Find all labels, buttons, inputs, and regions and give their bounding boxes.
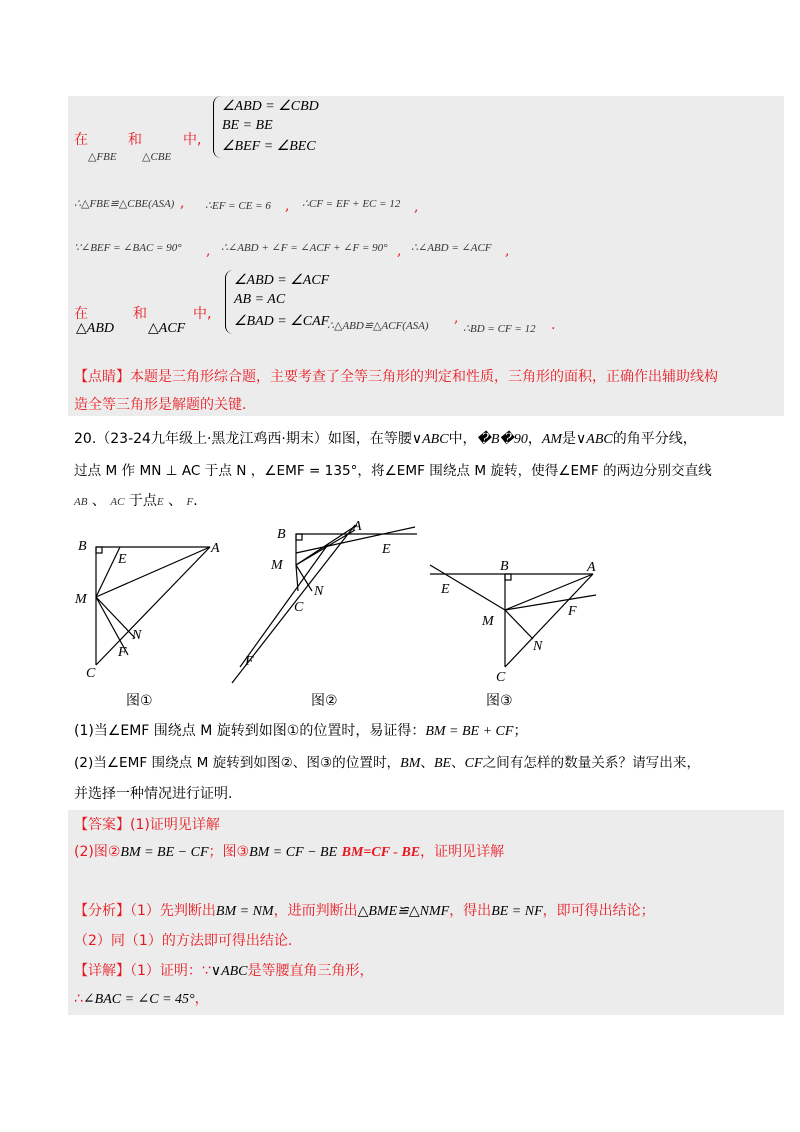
segment-be: BE (433, 756, 452, 771)
line-ab: AB (74, 496, 88, 508)
fig2-label-n: N (314, 584, 324, 599)
answer-2-eq-red: BM=CF - BE (341, 845, 421, 860)
sub2-text: (2)当∠EMF 围绕点 M 旋转到如图②、图③的位置时， (74, 755, 401, 771)
system-row: ∠BEF = ∠BEC (222, 139, 316, 154)
fenxi-eq-congruent: △BME≌△NMF (357, 904, 450, 919)
fenxi-text: ，即可得出结论； (542, 903, 655, 919)
triangle-abd: △ABD (76, 321, 114, 336)
sub2-sep: 、 (420, 755, 434, 771)
q20-intro: 20.（23-24九年级上·黑龙江鸡西·期末）如图，在等腰 (74, 431, 412, 447)
angle-sum-statement: ∴∠ABD + ∠F = ∠ACF + ∠F = 90° (221, 242, 388, 254)
q20-text: 、 (168, 493, 183, 509)
angle-abd-acf-statement: ∴∠ABD = ∠ACF (411, 242, 492, 254)
xiangjie-text: ， (194, 991, 209, 1007)
figure-1 (96, 547, 210, 665)
fig3-label-a: A (587, 560, 596, 575)
fenxi-line-1 (74, 902, 655, 921)
triangle-cbe: △CBE (142, 151, 172, 163)
separator: , (505, 243, 510, 259)
segment-bm: BM (400, 756, 421, 771)
congruence-statement: ∴△FBE≌△CBE(ASA) (74, 198, 175, 210)
text-he-2: 和 (133, 306, 147, 322)
fenxi-eq-be-nf: BE = NF (491, 904, 543, 919)
fig3-label-f: F (568, 604, 577, 619)
fig1-label-c: C (86, 666, 96, 681)
line-ac: AC (110, 496, 125, 508)
xiangjie-text: （1）证明：∵ (130, 963, 211, 979)
fig1-label-a: A (211, 541, 220, 556)
dianjing-text-1: 本题是三角形综合题，主要考查了全等三角形的判定和性质，三角形的面积，正确作出辅助线构 (130, 369, 718, 385)
answer-1: (1)证明见详解 (130, 817, 220, 833)
point-e: E (156, 496, 164, 508)
separator: , (414, 199, 419, 215)
xiangjie-label: 【详解】 (74, 963, 130, 979)
text-zhong-2: 中, (193, 306, 212, 322)
triangle-fbe: △FBE (88, 151, 117, 163)
period: . (551, 317, 556, 333)
q20-text: ， (527, 431, 542, 447)
separator: , (397, 243, 402, 259)
fig1-label-e: E (118, 552, 127, 567)
xiangjie-line-1 (74, 962, 374, 981)
dianjing-label: 【点睛】本题是三角形综合题，主要考查了全等三角形的判定和性质，三角形的面积，正确作出辅助线构 (74, 369, 718, 385)
fig3-label-n: N (533, 639, 543, 654)
fig2-label-b: B (277, 527, 286, 542)
point-f: F (186, 496, 194, 508)
triangle-abc: ∨ABC (576, 432, 613, 447)
xiangjie-therefore: ∴ (74, 991, 83, 1007)
answer-2-eq-fig3: BM = CF − BE (249, 845, 338, 860)
fig2-label-c: C (294, 600, 304, 615)
equation-system-1 (213, 96, 334, 158)
fig3-label-b: B (500, 559, 509, 574)
question-20-line3 (74, 492, 198, 511)
sub2-text: 之间有怎样的数量关系？请写出来， (482, 755, 701, 771)
fig2-label-a: A (353, 519, 362, 534)
ef-ce-statement: ∴EF = CE = 6 (205, 200, 271, 212)
triangle-abc: ∨ABC (210, 964, 248, 979)
segment-cf: CF (464, 756, 483, 771)
sub1-equation: BM = BE + CF (425, 724, 514, 739)
q20-text: 是 (562, 431, 577, 447)
sub2-sep: 、 (451, 755, 465, 771)
cf-statement: ∴CF = EF + EC = 12 (302, 198, 401, 210)
fig1-label-m: M (75, 592, 87, 607)
separator: , (454, 310, 459, 326)
text-zai-1: 在 (74, 132, 88, 148)
fig2-label-m: M (271, 558, 283, 573)
q20-text: 、 (91, 493, 106, 509)
text-zhong-1: 中, (183, 132, 202, 148)
caption-figure-3: 图③ (486, 693, 513, 709)
fig1-label-n: N (132, 628, 142, 643)
fenxi-text: ，进而判断出 (273, 903, 358, 919)
answer-2-mid: ；图③ (208, 844, 250, 860)
bd-cf-conclusion: ∴BD = CF = 12 (463, 323, 536, 335)
abd-acf-congruence: ∴△ABD≌△ACF(ASA) (327, 320, 429, 332)
q20-text: 中， (448, 431, 477, 447)
sub-question-2 (74, 754, 700, 773)
answer-label: 【答案】 (74, 817, 130, 833)
system-row: AB = AC (234, 292, 286, 307)
question-20-line1 (74, 430, 697, 449)
xiangjie-eq-angles: ∠BAC = ∠C = 45° (82, 992, 195, 1007)
answer-line-2 (74, 843, 504, 862)
figure-3-labels (440, 559, 596, 685)
fig1-label-f: F (118, 645, 127, 660)
q20-text: 于点 (128, 493, 157, 509)
fenxi-line-2: （2）同（1）的方法即可得出结论. (74, 933, 293, 949)
segment-am: AM (541, 432, 563, 447)
answer-2-end: ，证明见详解 (420, 844, 505, 860)
fig1-label-b: B (78, 539, 87, 554)
text-he-1: 和 (128, 132, 142, 148)
caption-figure-1: 图① (126, 693, 153, 709)
geometry-figures (0, 515, 800, 715)
triangle-abc: ∨ABC (411, 432, 449, 447)
angle-b-90: �B�90 (476, 432, 528, 447)
figure-2-labels (244, 519, 391, 669)
sub1-text: (1)当∠EMF 围绕点 M 旋转到如图①的位置时，易证得： (74, 723, 426, 739)
fenxi-text: ，得出 (449, 903, 492, 919)
fig2-label-f: F (245, 654, 254, 669)
system-row: ∠BAD = ∠CAF (234, 314, 330, 329)
system-row: ∠ABD = ∠ACF (234, 273, 330, 288)
text-zai-2: 在 (74, 306, 88, 322)
fig2-label-e: E (382, 542, 391, 557)
sub-question-1 (74, 722, 527, 741)
caption-figure-2: 图② (311, 693, 338, 709)
answer-line-1 (74, 816, 220, 834)
separator: , (180, 195, 185, 211)
answer-2-eq-fig2: BM = BE − CF (120, 845, 209, 860)
fenxi-text: （1）先判断出 (130, 903, 216, 919)
dianjing-text-2: 造全等三角形是解题的关键. (74, 397, 247, 413)
separator: , (206, 243, 211, 259)
answer-2-prefix: (2)图② (74, 844, 121, 860)
fig3-label-e: E (441, 582, 450, 597)
angle-bef-statement: ∵∠BEF = ∠BAC = 90° (74, 242, 182, 254)
sub-question-2-line2: 并选择一种情况进行证明. (74, 786, 233, 802)
sub1-end: ； (513, 723, 528, 739)
fig3-label-m: M (482, 614, 494, 629)
separator: , (285, 198, 290, 214)
q20-text: 的角平分线， (612, 431, 697, 447)
system-row: BE = BE (222, 118, 273, 133)
question-20-line2: 过点 M 作 MN ⊥ AC 于点 N ，∠EMF = 135°，将∠EMF 围绕点 M 旋转，使得∠EMF 的两边分别交直线 (74, 463, 712, 479)
fig3-label-c: C (496, 670, 506, 685)
q20-text: . (193, 493, 198, 509)
triangle-acf: △ACF (148, 321, 186, 336)
fenxi-eq-bm-nm: BM = NM (215, 904, 274, 919)
system-row: ∠ABD = ∠CBD (222, 99, 319, 114)
xiangjie-line-2 (74, 990, 209, 1009)
xiangjie-text: 是等腰直角三角形， (247, 963, 374, 979)
fenxi-label: 【分析】 (74, 903, 130, 919)
